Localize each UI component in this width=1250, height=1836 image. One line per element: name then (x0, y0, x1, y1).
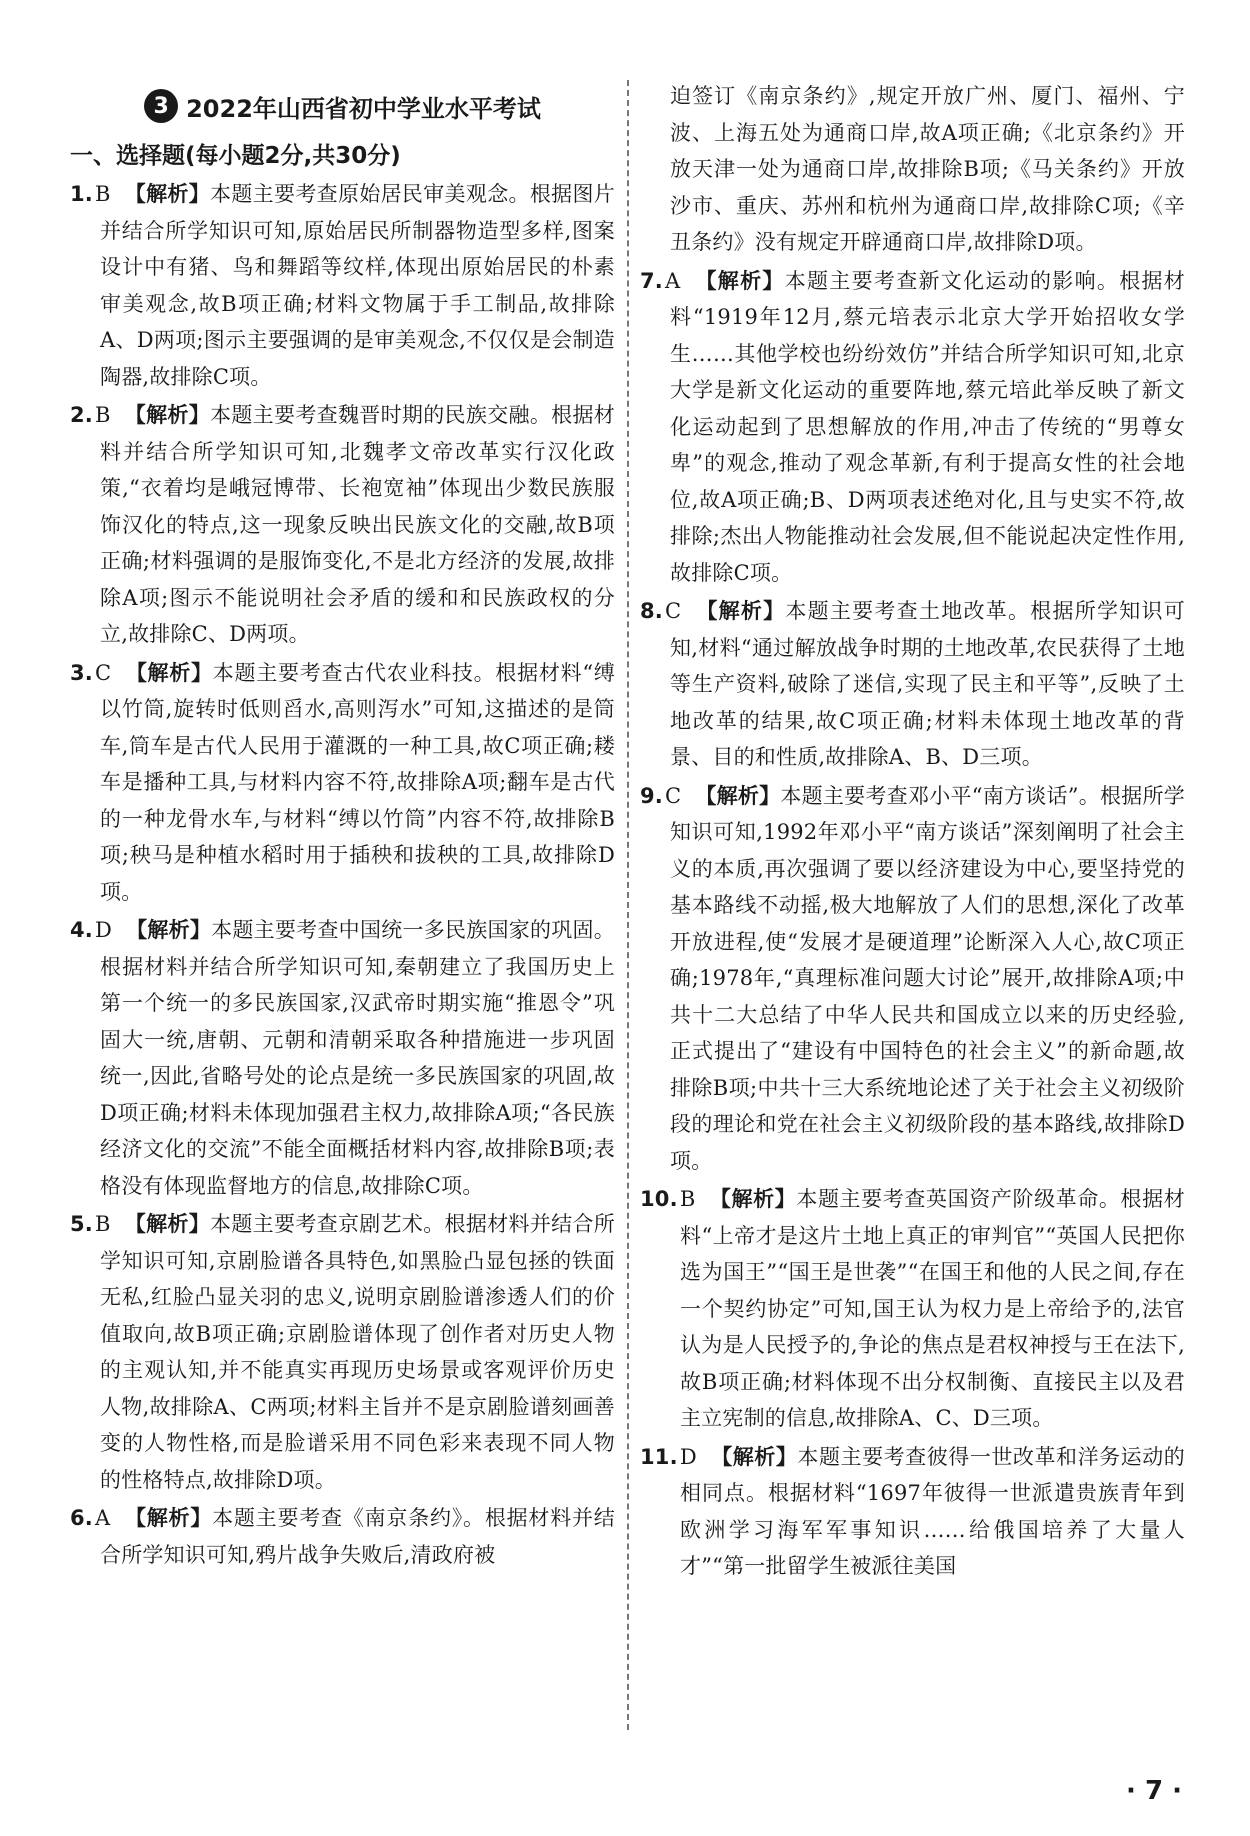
answer-paragraph (70, 397, 615, 653)
answer-item-6 (70, 1500, 615, 1573)
answer-letter: B (679, 1187, 696, 1211)
analysis-text: 本题主要考查邓小平“南方谈话”。根据所学知识可知,1992年邓小平“南方谈话”深刻阐明了社会主义的本质,再次强调了要以经济建设为中心,要坚持党的基本路线不动摇,极大地解放了人们的思想,深化了改革开放进程,使“发展才是硬道理”论断深入人心,故C项正确;1978年,“真理标准问题大讨论”展开,故排除A项;中共十二大总结了中华人民共和国成立以来的历史经验,正式提出了“建设有中国特色的社会主义”的新命题,故排除B项;中共十三大系统地论述了关于社会主义初级阶段的理论和党在社会主义初级阶段的基本路线,故排除D项。 (670, 783, 1185, 1173)
question-number: 8. (640, 599, 663, 623)
answer-letter: B (95, 1212, 111, 1236)
analysis-text: 本题主要考查原始居民审美观念。根据图片并结合所学知识可知,原始居民所制器物造型多样,图案设计中有猪、鸟和舞蹈等纹样,体现出原始居民的朴素审美观念,故B项正确;材料文物属于手工制品,故排除A、D两项;图示主要强调的是审美观念,不仅仅是会制造陶器,故排除C项。 (100, 182, 615, 389)
answer-paragraph (640, 778, 1185, 1180)
exam-title-row (70, 78, 615, 134)
analysis-text: 本题主要考查《南京条约》。根据材料并结合所学知识可知,鸦片战争失败后,清政府被 (100, 1506, 615, 1567)
answer-item-5 (70, 1206, 615, 1498)
right-column (640, 78, 1185, 1587)
answer-letter: D (679, 1444, 697, 1469)
answer-paragraph (640, 593, 1185, 776)
column-divider (627, 80, 629, 1730)
answer-paragraph (70, 912, 615, 1204)
analysis-text: 本题主要考查中国统一多民族国家的巩固。根据材料并结合所学知识可知,秦朝建立了我国历史上第一个统一的多民族国家,汉武帝时期实施“推恩令”巩固大一统,唐朝、元朝和清朝采取各种措施进一步巩固统一,因此,省略号处的论点是统一多民族国家的巩固,故D项正确;材料未体现加强君主权力,故排除A项;“各民族经济文化的交流”不能全面概括材料内容,故排除B项;表格没有体现监督地方的信息,故排除C项。 (100, 918, 615, 1198)
question-number: 9. (640, 783, 663, 808)
answer-paragraph (70, 176, 615, 395)
answer-paragraph (70, 1206, 615, 1498)
page-number: · 7 · (1126, 1776, 1182, 1806)
question-number: 5. (70, 1212, 93, 1236)
question-number: 10. (640, 1187, 678, 1211)
analysis-tag: 【解析】 (695, 783, 781, 808)
analysis-tag: 【解析】 (124, 1506, 213, 1530)
analysis-text: 本题主要考查英国资产阶级革命。根据材料“上帝才是这片土地上真正的审判官”“英国人民把你选为国王”“国王是世袭”“在国王和他的人民之间,存在一个契约协定”可知,国王认为权力是上帝给予的,法官认为是人民授予的,争论的焦点是君权神授与王在法下,故B项正确;材料体现不出分权制衡、直接民主以及君主立宪制的信息,故排除A、C、D三项。 (680, 1187, 1185, 1430)
answer-paragraph (640, 1181, 1185, 1437)
answer-item-7 (640, 263, 1185, 592)
answer-letter: B (95, 403, 111, 427)
analysis-tag: 【解析】 (710, 1444, 798, 1469)
answer-letter: C (665, 783, 682, 808)
answer-letter: A (95, 1506, 111, 1530)
answer-item-2 (70, 397, 615, 653)
analysis-tag: 【解析】 (124, 182, 211, 206)
answer-letter: B (95, 182, 111, 206)
answer-letter: C (665, 599, 682, 623)
question-number: 11. (640, 1444, 678, 1469)
answer-letter: A (665, 268, 681, 293)
analysis-tag: 【解析】 (124, 403, 211, 427)
analysis-tag: 【解析】 (695, 599, 786, 623)
left-column (70, 78, 615, 1575)
exam-number-badge: 3 (144, 89, 178, 123)
analysis-text: 本题主要考查彼得一世改革和洋务运动的相同点。根据材料“1697年彼得一世派遣贵族青年到欧洲学习海军军事知识……给俄国培养了大量人才”“第一批留学生被派往美国 (680, 1444, 1185, 1578)
analysis-text: 本题主要考查新文化运动的影响。根据材料“1919年12月,蔡元培表示北京大学开始招收女学生……其他学校也纷纷效仿”并结合所学知识可知,北京大学是新文化运动的重要阵地,蔡元培此举反映了新文化运动起到了思想解放的作用,冲击了传统的“男尊女卑”的观念,推动了观念革新,有利于提高女性的社会地位,故A项正确;B、D两项表述绝对化,且与史实不符,故排除;杰出人物能推动社会发展,但不能说起决定性作用,故排除C项。 (670, 268, 1185, 585)
analysis-tag: 【解析】 (694, 268, 785, 293)
exam-title: 2022年山西省初中学业水平考试 (186, 94, 541, 123)
analysis-tag: 【解析】 (124, 1212, 211, 1236)
question-number: 4. (70, 918, 93, 942)
answer-paragraph (70, 1500, 615, 1573)
answer-letter: C (95, 660, 112, 685)
analysis-text: 本题主要考查魏晋时期的民族交融。根据材料并结合所学知识可知,北魏孝文帝改革实行汉化政策,“衣着均是峨冠博带、长袍宽袖”体现出少数民族服饰汉化的特点,这一现象反映出民族文化的交融,故B项正确;材料强调的是服饰变化,不是北方经济的发展,故排除A项;图示不能说明社会矛盾的缓和和民族政权的分立,故排除C、D两项。 (100, 403, 615, 646)
analysis-tag: 【解析】 (709, 1187, 797, 1211)
answer-item-9 (640, 778, 1185, 1180)
answer-item-8 (640, 593, 1185, 776)
answer-paragraph (670, 78, 1185, 261)
analysis-tag: 【解析】 (126, 918, 212, 942)
question-number: 1. (70, 182, 93, 206)
answer-item-4 (70, 912, 615, 1204)
analysis-text: 迫签订《南京条约》,规定开放广州、厦门、福州、宁波、上海五处为通商口岸,故A项正确;《北京条约》开放天津一处为通商口岸,故排除B项;《马关条约》开放沙市、重庆、苏州和杭州为通商口岸,故排除C项;《辛丑条约》没有规定开辟通商口岸,故排除D项。 (670, 84, 1185, 254)
question-number: 2. (70, 403, 93, 427)
analysis-text: 本题主要考查土地改革。根据所学知识可知,材料“通过解放战争时期的土地改革,农民获得了土地等生产资料,破除了迷信,实现了民主和平等”,反映了土地改革的结果,故C项正确;材料未体现土地改革的背景、目的和性质,故排除A、B、D三项。 (670, 599, 1185, 769)
analysis-tag: 【解析】 (125, 660, 213, 685)
answer-paragraph (640, 1439, 1185, 1585)
analysis-text: 本题主要考查古代农业科技。根据材料“缚以竹筒,旋转时低则舀水,高则泻水”可知,这描述的是筒车,筒车是古代人民用于灌溉的一种工具,故C项正确;耧车是播种工具,与材料内容不符,故排除A项;翻车是古代的一种龙骨水车,与材料“缚以竹筒”内容不符,故排除B项;秧马是种植水稻时用于插秧和拔秧的工具,故排除D项。 (100, 660, 615, 904)
answer-paragraph (70, 655, 615, 911)
answer-item-1 (70, 176, 615, 395)
section-title: 一、选择题(每小题2分,共30分) (70, 143, 401, 169)
question-number: 3. (70, 660, 93, 685)
answer-item-3 (70, 655, 615, 911)
answer-item-6-continued (640, 78, 1185, 261)
answer-item-10 (640, 1181, 1185, 1437)
answer-item-11 (640, 1439, 1185, 1585)
answer-letter: D (95, 918, 113, 942)
answer-paragraph (640, 263, 1185, 592)
analysis-text: 本题主要考查京剧艺术。根据材料并结合所学知识可知,京剧脸谱各具特色,如黑脸凸显包拯的铁面无私,红脸凸显关羽的忠义,说明京剧脸谱渗透人们的价值取向,故B项正确;京剧脸谱体现了创作者对历史人物的主观认知,并不能真实再现历史场景或客观评价历史人物,故排除A、C两项;材料主旨并不是京剧脸谱刻画善变的人物性格,而是脸谱采用不同色彩来表现不同人物的性格特点,故排除D项。 (100, 1212, 615, 1492)
question-number: 6. (70, 1506, 93, 1530)
question-number: 7. (640, 268, 663, 293)
